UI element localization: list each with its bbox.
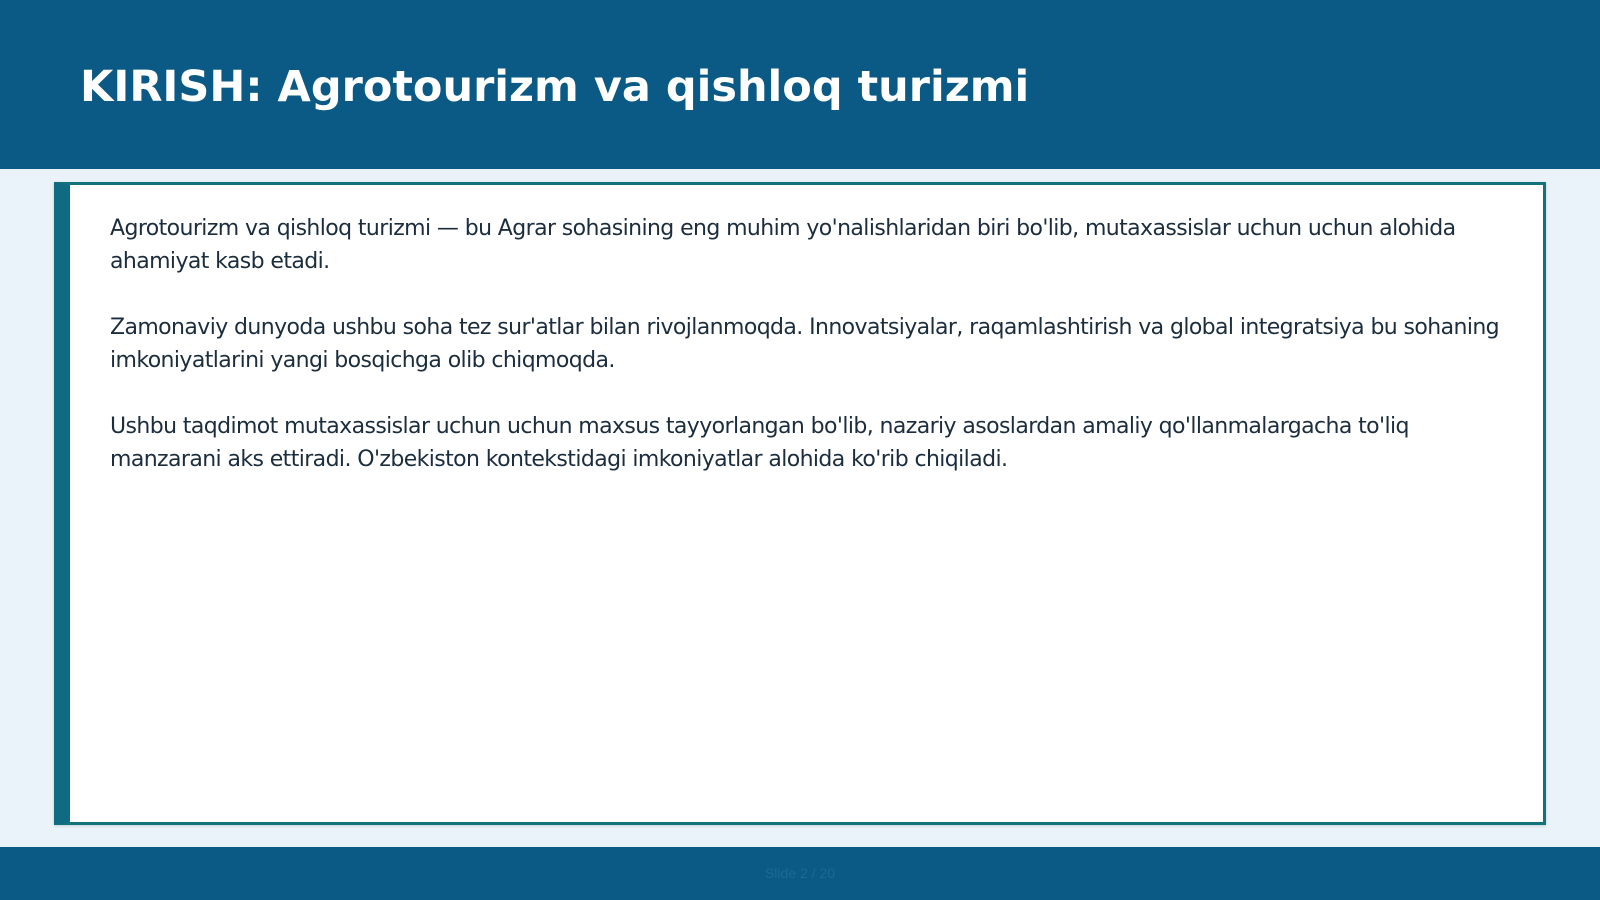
slide-number: Slide 2 / 20 xyxy=(764,865,836,881)
presentation-purpose-paragraph: Ushbu taqdimot mutaxassislar uchun uchun maxsus tayyorlangan bo'lib, nazariy asoslardan amaliy qo'llanmalargacha to'liq manzarani aks ettiradi. O'zbekiston kontekstidagi imkoniyatlar alohida ko'rib chiqiladi. xyxy=(110,414,1409,472)
slide-footer xyxy=(0,847,1600,900)
modern-world-paragraph: Zamonaviy dunyoda ushbu soha tez sur'atlar bilan rivojlanmoqda. Innovatsiyalar, raqamlashtirish va global integratsiya bu sohaning imkoniyatlarini yangi bosqichga olib chiqmoqda. xyxy=(110,315,1500,373)
content-card xyxy=(54,182,1546,825)
slide-header xyxy=(0,0,1600,169)
slide-title: KIRISH: Agrotourizm va qishloq turizmi xyxy=(80,62,1030,112)
content-text-area xyxy=(110,212,1510,509)
intro-paragraph: Agrotourizm va qishloq turizmi — bu Agrar sohasining eng muhim yo'nalishlaridan biri bo'lib, mutaxassislar uchun uchun alohida ahamiyat kasb etadi. xyxy=(110,216,1456,274)
